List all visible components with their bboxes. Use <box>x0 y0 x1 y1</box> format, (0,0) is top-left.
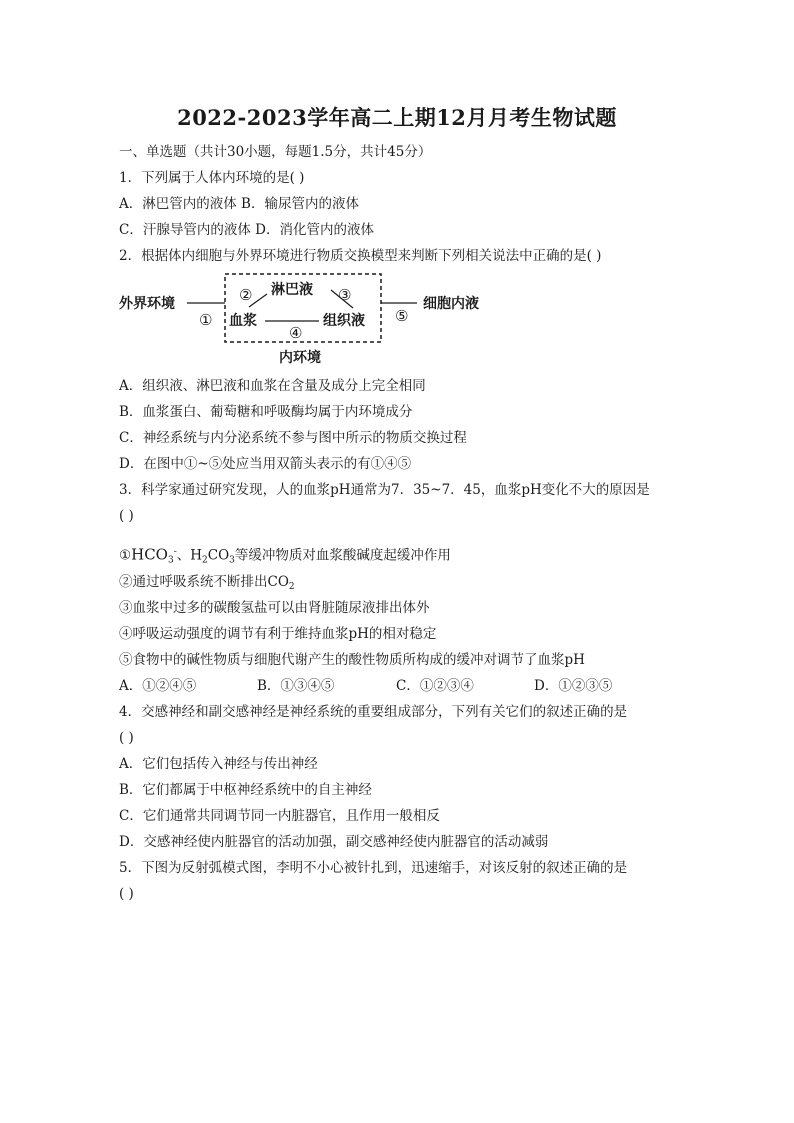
plasma-label: 血浆 <box>229 313 257 329</box>
marker-1: ① <box>199 311 213 329</box>
question-5-stem: 5．下图为反射弧模式图，李明不小心被针扎到，迅速缩手，对该反射的叙述正确的是 <box>119 860 628 876</box>
question-3-option-b: B．①③④⑤ <box>257 678 335 694</box>
section-heading: 一、单选题（共计30小题，每题1.5分，共计45分） <box>119 144 432 160</box>
question-4-option-b: B．它们都属于中枢神经系统中的自主神经 <box>119 782 372 798</box>
marker-4: ④ <box>289 324 303 342</box>
question-5-stem-continued: ( ) <box>119 886 134 902</box>
outer-environment-label: 外界环境 <box>119 296 175 312</box>
question-2-option-d: D．在图中①~⑤处应当用双箭头表示的有①④⑤ <box>119 456 412 472</box>
tissue-fluid-label: 组织液 <box>323 313 365 329</box>
question-3-statement-4: ④呼吸运动强度的调节有利于维持血浆pH的相对稳定 <box>119 626 437 642</box>
marker-3: ③ <box>338 286 352 304</box>
exchange-diagram <box>119 272 499 368</box>
question-3-stem-continued: ( ) <box>119 508 134 524</box>
question-4-option-d: D．交感神经使内脏器官的活动加强，副交感神经使内脏器官的活动减弱 <box>119 834 549 850</box>
question-2-option-c: C．神经系统与内分泌系统不参与图中所示的物质交换过程 <box>119 430 467 446</box>
question-3-statement-2: ②通过呼吸系统不断排出$CO_2$ <box>119 574 295 592</box>
question-3-statement-3: ③血浆中过多的碳酸氢盐可以由肾脏随尿液排出体外 <box>119 600 430 616</box>
question-3-option-a: A．①②④⑤ <box>119 678 197 694</box>
internal-environment-label: 内环境 <box>279 350 321 366</box>
marker-2: ② <box>239 286 253 304</box>
question-3-statement-1: $①HCO_3^-$、$H_2CO_3$等缓冲物质对血浆酸碱度起缓冲作用 <box>119 545 451 566</box>
question-2-option-a: A．组织液、淋巴液和血浆在含量及成分上完全相同 <box>119 378 426 394</box>
question-4-option-c: C．它们通常共同调节同一内脏器官，且作用一般相反 <box>119 808 440 824</box>
question-2-stem: 2．根据体内细胞与外界环境进行物质交换模型来判断下列相关说法中正确的是( ) <box>119 248 602 264</box>
question-1-stem: 1．下列属于人体内环境的是( ) <box>119 170 305 186</box>
question-3-option-c: C．①②③④ <box>396 678 474 694</box>
question-3-statement-5: ⑤食物中的碱性物质与细胞代谢产生的酸性物质所构成的缓冲对调节了血浆pH <box>119 652 585 668</box>
question-1-options-cd: C．汗腺导管内的液体 D．消化管内的液体 <box>119 222 374 238</box>
page-title: 2022-2023学年高二上期12月月考生物试题 <box>177 105 617 130</box>
question-4-stem: 4．交感神经和副交感神经是神经系统的重要组成部分，下列有关它们的叙述正确的是 <box>119 704 628 720</box>
question-3-stem: 3．科学家通过研究发现，人的血浆pH通常为7．35~7．45，血浆pH变化不大的原因是 <box>119 482 650 498</box>
question-2-option-b: B．血浆蛋白、葡萄糖和呼吸酶均属于内环境成分 <box>119 404 413 420</box>
lymph-label: 淋巴液 <box>271 282 313 298</box>
question-4-stem-continued: ( ) <box>119 730 134 746</box>
question-1-options-ab: A．淋巴管内的液体 B．输尿管内的液体 <box>119 196 359 212</box>
marker-5: ⑤ <box>395 307 409 325</box>
intracellular-fluid-label: 细胞内液 <box>423 296 479 312</box>
question-3-option-d: D．①②③⑤ <box>534 678 613 694</box>
question-4-option-a: A．它们包括传入神经与传出神经 <box>119 756 318 772</box>
